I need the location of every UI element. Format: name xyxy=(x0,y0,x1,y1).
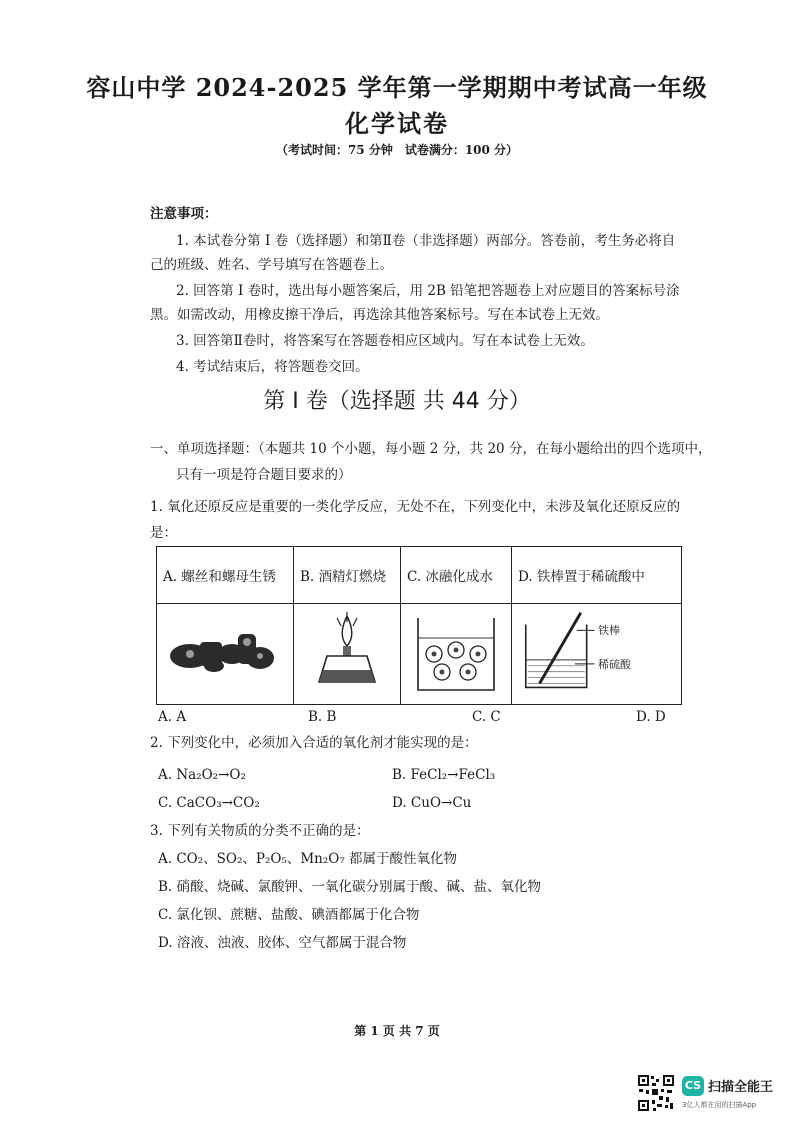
q2-option-b: B. FeCl₂→FeCl₃ xyxy=(392,767,496,783)
iron-rod-label: 铁棒 xyxy=(598,624,620,637)
page-number: 第 1 页 共 7 页 xyxy=(354,1024,440,1038)
q3-option-d: D. 溶液、浊液、胶体、空气都属于混合物 xyxy=(158,935,407,951)
q2-option-c: C. CaCO₃→CO₂ xyxy=(158,795,260,811)
q1-figure-d xyxy=(512,604,682,705)
q1-option-b: B. 酒精灯燃烧 xyxy=(294,547,401,604)
note-2a: 2. 回答第 I 卷时，选出每小题答案后，用 2B 铅笔把答题卷上对应题目的答案标号涂 xyxy=(176,283,680,299)
section-instruction: 一、单项选择题：（本题共 10 个小题，每小题 2 分，共 20 分，在每小题给出的四个选项中， xyxy=(150,441,712,457)
note-1a: 1. 本试卷分第 I 卷（选择题）和第Ⅱ卷（非选择题）两部分。答卷前，考生务必将自 xyxy=(176,233,676,249)
dilute-acid-label: 稀硫酸 xyxy=(598,658,631,671)
section-title: 第 I 卷（选择题 共 44 分） xyxy=(263,389,531,414)
camscanner-name: 扫描全能王 xyxy=(708,1080,774,1095)
q1-option-a: A. 螺丝和螺母生锈 xyxy=(157,547,294,604)
q2-option-d: D. CuO→Cu xyxy=(392,795,472,811)
alcohol-lamp-image xyxy=(294,604,400,704)
q3-option-b: B. 硝酸、烧碱、氯酸钾、一氧化碳分别属于酸、碱、盐、氧化物 xyxy=(158,879,542,895)
exam-time-score: （考试时间：75 分钟 试卷满分：100 分） xyxy=(275,143,519,157)
q1-option-table xyxy=(156,546,682,705)
q3-option-a: A. CO₂、SO₂、P₂O₅、Mn₂O₇ 都属于酸性氧化物 xyxy=(158,851,458,867)
qr-code-icon xyxy=(637,1074,675,1112)
q1-option-c: C. 冰融化成水 xyxy=(401,547,512,604)
note-1b: 己的班级、姓名、学号填写在答题卷上。 xyxy=(150,257,393,273)
q2-stem: 2. 下列变化中，必须加入合适的氧化剂才能实现的是： xyxy=(150,735,478,751)
q1-stem: 1. 氧化还原反应是重要的一类化学反应，无处不在，下列变化中，未涉及氧化还原反应的 xyxy=(150,499,681,515)
q3-stem: 3. 下列有关物质的分类不正确的是： xyxy=(150,823,370,839)
exam-title: 容山中学 2024-2025 学年第一学期期中考试高一年级 xyxy=(86,73,708,102)
q2-option-a: A. Na₂O₂→O₂ xyxy=(158,767,246,783)
rusty-bolts-image xyxy=(157,604,293,704)
q1-answer-a: A. A xyxy=(158,709,187,725)
q1-figure-b xyxy=(294,604,401,705)
melting-ice-beaker-image xyxy=(401,604,511,704)
q1-answer-d: D. D xyxy=(636,709,666,725)
q1-answer-b: B. B xyxy=(308,709,337,725)
camscanner-tagline: 3亿人都在用的扫描App xyxy=(682,1101,757,1109)
note-2b: 黑。如需改动，用橡皮擦干净后，再选涂其他答案标号。写在本试卷上无效。 xyxy=(150,307,609,323)
camscanner-logo-icon: CS xyxy=(682,1076,704,1096)
note-3: 3. 回答第Ⅱ卷时，将答案写在答题卷相应区域内。写在本试卷上无效。 xyxy=(176,333,594,349)
q1-figure-a xyxy=(157,604,294,705)
q1-stem-cont: 是： xyxy=(150,525,177,541)
notes-heading: 注意事项： xyxy=(150,206,218,222)
section-instruction-cont: 只有一项是符合题目要求的） xyxy=(176,467,352,483)
q1-option-d: D. 铁棒置于稀硫酸中 xyxy=(512,547,682,604)
q3-option-c: C. 氯化钡、蔗糖、盐酸、碘酒都属于化合物 xyxy=(158,907,420,923)
q1-figure-c xyxy=(401,604,512,705)
iron-rod-in-acid-image xyxy=(512,604,681,704)
q1-answer-c: C. C xyxy=(472,709,501,725)
note-4: 4. 考试结束后，将答题卷交回。 xyxy=(176,359,369,375)
exam-subject-title: 化学试卷 xyxy=(345,109,449,138)
